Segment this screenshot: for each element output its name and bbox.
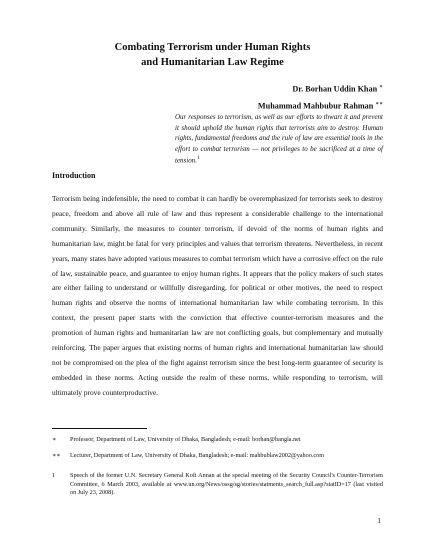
footnote-divider <box>52 428 147 429</box>
footnote-1-mark: ∗ <box>52 436 57 443</box>
page-number: 1 <box>377 516 381 525</box>
footnote-1-text: Professor, Department of Law, University of Dhaka, Bangladesh; e-mail: borhan@bangla.net <box>70 436 301 443</box>
author-1-mark: ∗ <box>379 84 383 90</box>
title-line-2: and Humanitarian Law Regime <box>141 57 284 68</box>
author-block <box>163 80 383 113</box>
title-line-1: Combating Terrorism under Human Rights <box>114 42 311 53</box>
section-heading-introduction: Introduction <box>52 171 96 180</box>
author-2 <box>163 97 383 114</box>
footnote-3-text: Speech of the former U.N. Secretary General Kofi Annan at the special meeting of the Security Council's Counter-Terrorism Committee, 6 March 2003, available at www.un.org/News/ossg/sg/stories/statments_search_full.asp?statID=17 (last visited on July 23, 2008). <box>70 472 383 497</box>
epigraph-footnote-ref: 1 <box>196 156 200 162</box>
introduction-paragraph: Terrorism being indefensible, the need to combat it can hardly be overemphasized for terrorists seek to destroy peace, freedom and above all rule of law and thus represent a considerable challenge to the international community. Similarly, the measures to counter terrorism, if devoid of the norms of human rights and humanitarian law, might be fatal for very principles and values that terrorism threatens. Nevertheless, in recent years, many states have adopted various measures to combat terrorism which have a corrosive effect on the rule of law, sustainable peace, and guarantee to enjoy human rights. It appears that the policy makers of such states are either failing to understand or willfully disregarding, for political or other motives, the need to respect human rights and observe the norms of international humanitarian law while combating terrorism. In this context, the present paper starts with the conviction that effective counter-terrorism measures and the promotion of human rights and humanitarian law are not conflicting goals, but complementary and mutually reinforcing. The paper argues that existing norms of human rights and international humanitarian law should not be compromised on the plea of the fight against terrorism since the best long-term guarantee of security is embedded in these norms. Acting outside the realm of these norms, while responding to terrorism, will ultimately prove counterproductive. <box>52 194 383 397</box>
epigraph-quote <box>175 112 383 166</box>
footnote-2 <box>52 452 324 461</box>
author-1-name: Dr. Borhan Uddin Khan <box>292 84 378 94</box>
footnote-1 <box>52 436 301 445</box>
paper-title <box>0 40 425 70</box>
footnote-3-mark: 1 <box>52 472 56 479</box>
footnote-2-text: Lecturer, Department of Law, University of Dhaka, Bangladesh; e-mail: mahbublaw2002@yahoo.com <box>70 452 325 459</box>
epigraph-text: Our responses to terrorism, as well as our efforts to thwart it and prevent it should uphold the human rights that terrorists aim to destroy. Human rights, fundamental freedoms and the rule of law are essential tools in the effort to combat terrorism — not privileges to be sacrificed at a time of tension. <box>175 113 383 165</box>
footnote-2-mark: ∗∗ <box>52 452 61 459</box>
author-2-name: Muhammad Mahbubur Rahman <box>257 101 374 111</box>
author-2-mark: ∗∗ <box>375 100 383 107</box>
author-1 <box>163 80 383 97</box>
footnote-3 <box>52 472 383 498</box>
